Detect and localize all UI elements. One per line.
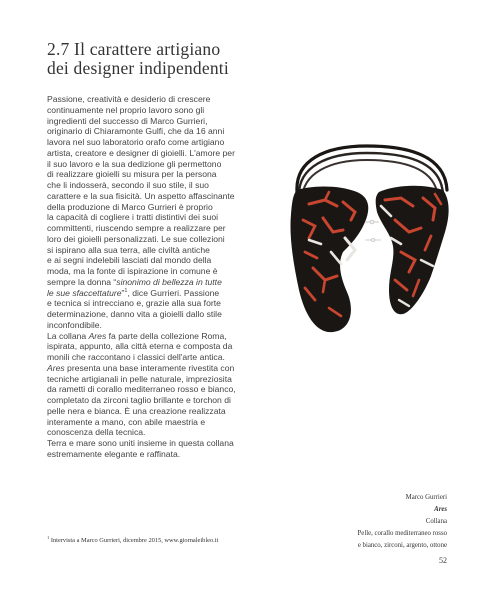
- left-leather-piece: [290, 187, 368, 333]
- quote: sinonimo di bellezza in tutte: [116, 276, 222, 287]
- zircon-clasp: [365, 220, 381, 242]
- text-line: estremamente elegante e raffinata.: [47, 448, 181, 459]
- page-number: 52: [439, 556, 447, 565]
- caption-work-title: Ares: [434, 506, 447, 513]
- text-line: loro dei gioielli personalizzati. Le sue collezioni: [47, 233, 225, 244]
- footnote: [47, 534, 287, 544]
- text-line: della produzione di Marco Gurrieri è proprio: [47, 201, 213, 212]
- text-line: e ai segni indelebili lasciati dal mondo della: [47, 255, 212, 266]
- text-line: di realizzare gioielli su misura per la persona: [47, 169, 217, 180]
- necklace-image: [285, 140, 455, 345]
- text-line: monili che raccontano i classici dell'arte antica.: [47, 352, 225, 362]
- text-line: si ispirano alla sua terra, alle civiltà antiche: [47, 244, 210, 255]
- page-title: [47, 40, 347, 78]
- text-line: conoscenza della tecnica.: [47, 427, 146, 438]
- text-line: pelle nera e bianca. È una creazione realizzata: [47, 405, 226, 416]
- text-line: completato da zirconi taglio brillante e torchon di: [47, 395, 231, 405]
- text-line: e tecnica si intrecciano e, grazie alla sua forte: [47, 298, 221, 309]
- ares-name: Ares: [47, 362, 65, 373]
- title-line-2: dei designer indipendenti: [47, 58, 229, 78]
- text-line: da rametti di corallo mediterraneo rosso e bianco,: [47, 384, 236, 395]
- text-line: tecniche artigianali in pelle naturale, impreziosita: [47, 373, 232, 384]
- caption-materials: e bianco, zirconi, argento, ottone: [357, 542, 447, 549]
- text-line: Passione, creatività e desiderio di crescere: [47, 94, 211, 104]
- quote: le sue sfaccettature: [47, 287, 122, 298]
- text-line: interamente a mano, con abile maestria e: [47, 416, 206, 427]
- text-line: artista, creatore e designer di gioielli. L'amore per: [47, 147, 235, 158]
- text-line: La collana Ares fa parte della collezione Roma,: [47, 330, 227, 341]
- text-line: che li indosserà, secondo il suo stile, il suo: [47, 180, 209, 190]
- caption-type: Collana: [425, 518, 447, 525]
- footnote-number: 1: [47, 534, 50, 540]
- text-line: Ares presenta una base interamente rivestita con: [47, 362, 235, 373]
- text-line: continuamente nel proprio lavoro sono gli: [47, 104, 205, 115]
- text-line: il suo lavoro e la sua dedizione gli permettono: [47, 158, 222, 169]
- text-line: sempre la donna “sinonimo di bellezza in tutte: [47, 276, 222, 287]
- footnote-text: Intervista a Marco Gurrieri, dicembre 2015, www.giornaleibleo.it: [49, 537, 219, 544]
- text-line: determinazione, danno vita a gioielli dallo stile: [47, 309, 222, 319]
- text-line: inconfondibile.: [47, 319, 102, 330]
- text-line: ispirata, appunto, alla città eterna e composta da: [47, 341, 233, 352]
- paragraph-collection: [47, 341, 262, 363]
- text-line: moda, ma la fonte di ispirazione in comune è: [47, 266, 218, 276]
- text-line: ingredienti del successo di Marco Gurrieri,: [47, 115, 208, 126]
- collana-name: Ares: [88, 330, 107, 341]
- text-line: committenti, riuscendo sempre a realizzare per: [47, 223, 226, 233]
- text-line: le sue sfaccettature”$^1$, dice Gurrieri. Passione: [47, 287, 220, 298]
- body-text: [47, 94, 262, 460]
- text-line: originario di Chiaramonte Gulfi, che da 16 anni: [47, 126, 225, 137]
- title-line-1: 2.7 Il carattere artigiano: [47, 39, 221, 59]
- text-line: lavora nel suo laboratorio orafo come artigiano: [47, 137, 225, 147]
- paragraph-description: [47, 374, 262, 460]
- text-line: Terra e mare sono uniti insieme in questa collana: [47, 438, 234, 448]
- caption-designer: Marco Gurrieri: [405, 494, 447, 501]
- paragraph-intro: [47, 94, 262, 277]
- paragraph-technique: [47, 298, 262, 330]
- text-line: carattere e la sua fisicità. Un aspetto affascinante: [47, 190, 235, 201]
- footnote-ref: 1: [124, 287, 128, 294]
- caption-materials: Pelle, corallo mediterraneo rosso: [357, 530, 447, 537]
- text-line: la capacità di cogliere i tratti distintivi dei suoi: [47, 212, 219, 223]
